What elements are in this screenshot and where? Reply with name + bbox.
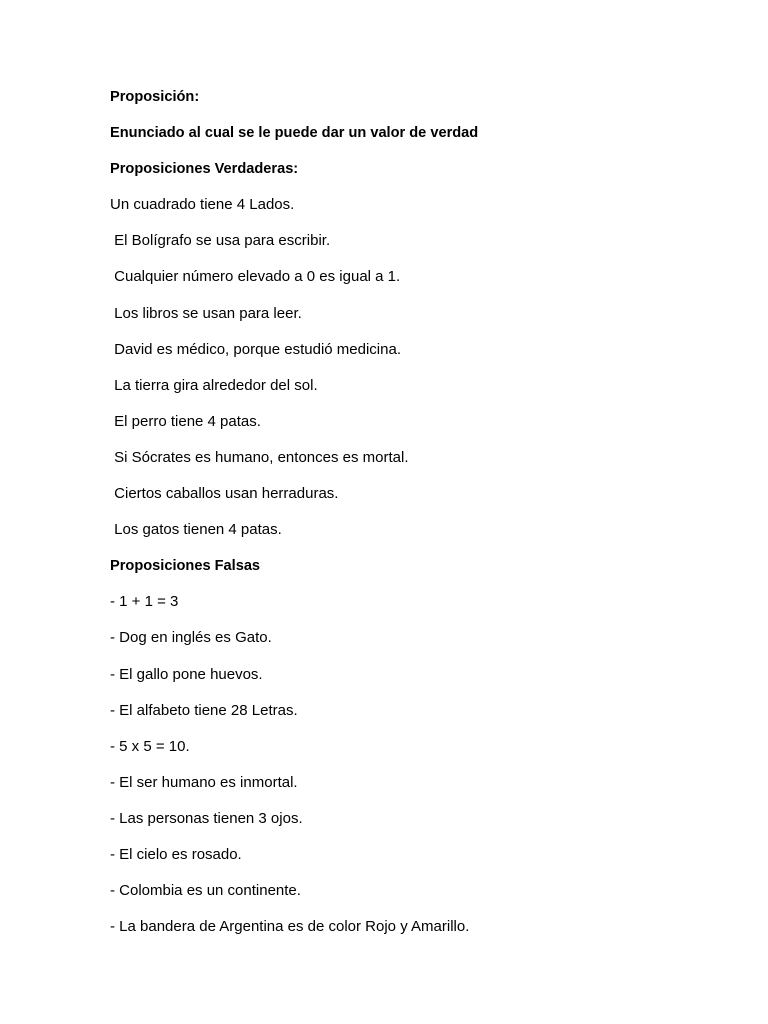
- list-item: Los gatos tienen 4 patas.: [110, 521, 282, 539]
- definition-text: Enunciado al cual se le puede dar un valor de verdad: [110, 125, 479, 142]
- list-item: - 5 x 5 = 10.: [110, 737, 190, 755]
- list-item: Los libros se usan para leer.: [110, 304, 302, 322]
- list-item: - El ser humano es inmortal.: [110, 773, 298, 791]
- list-item: - La bandera de Argentina es de color Rojo y Amarillo.: [110, 918, 470, 936]
- list-item: - 1 + 1 = 3: [110, 593, 179, 611]
- page-title: Proposición:: [110, 89, 200, 105]
- list-item: - Las personas tienen 3 ojos.: [110, 809, 303, 827]
- false-propositions-list: [110, 592, 730, 953]
- list-item: Cualquier número elevado a 0 es igual a 1.: [110, 268, 401, 286]
- true-propositions-list: [110, 195, 730, 556]
- true-section-title: Proposiciones Verdaderas:: [110, 161, 299, 178]
- list-item: - El cielo es rosado.: [110, 845, 242, 863]
- false-section-title: Proposiciones Falsas: [110, 558, 261, 575]
- list-item: - Colombia es un continente.: [110, 882, 301, 900]
- list-item: Un cuadrado tiene 4 Lados.: [110, 196, 295, 214]
- list-item: - El gallo pone huevos.: [110, 665, 263, 683]
- list-item: La tierra gira alrededor del sol.: [110, 376, 318, 394]
- list-item: - Dog en inglés es Gato.: [110, 629, 272, 647]
- list-item: El Bolígrafo se usa para escribir.: [110, 232, 331, 250]
- list-item: - El alfabeto tiene 28 Letras.: [110, 701, 298, 719]
- list-item: Ciertos caballos usan herraduras.: [110, 485, 339, 503]
- document-body: [110, 87, 730, 953]
- list-item: David es médico, porque estudió medicina.: [110, 340, 401, 358]
- list-item: El perro tiene 4 patas.: [110, 412, 261, 430]
- list-item: Si Sócrates es humano, entonces es mortal.: [110, 448, 409, 466]
